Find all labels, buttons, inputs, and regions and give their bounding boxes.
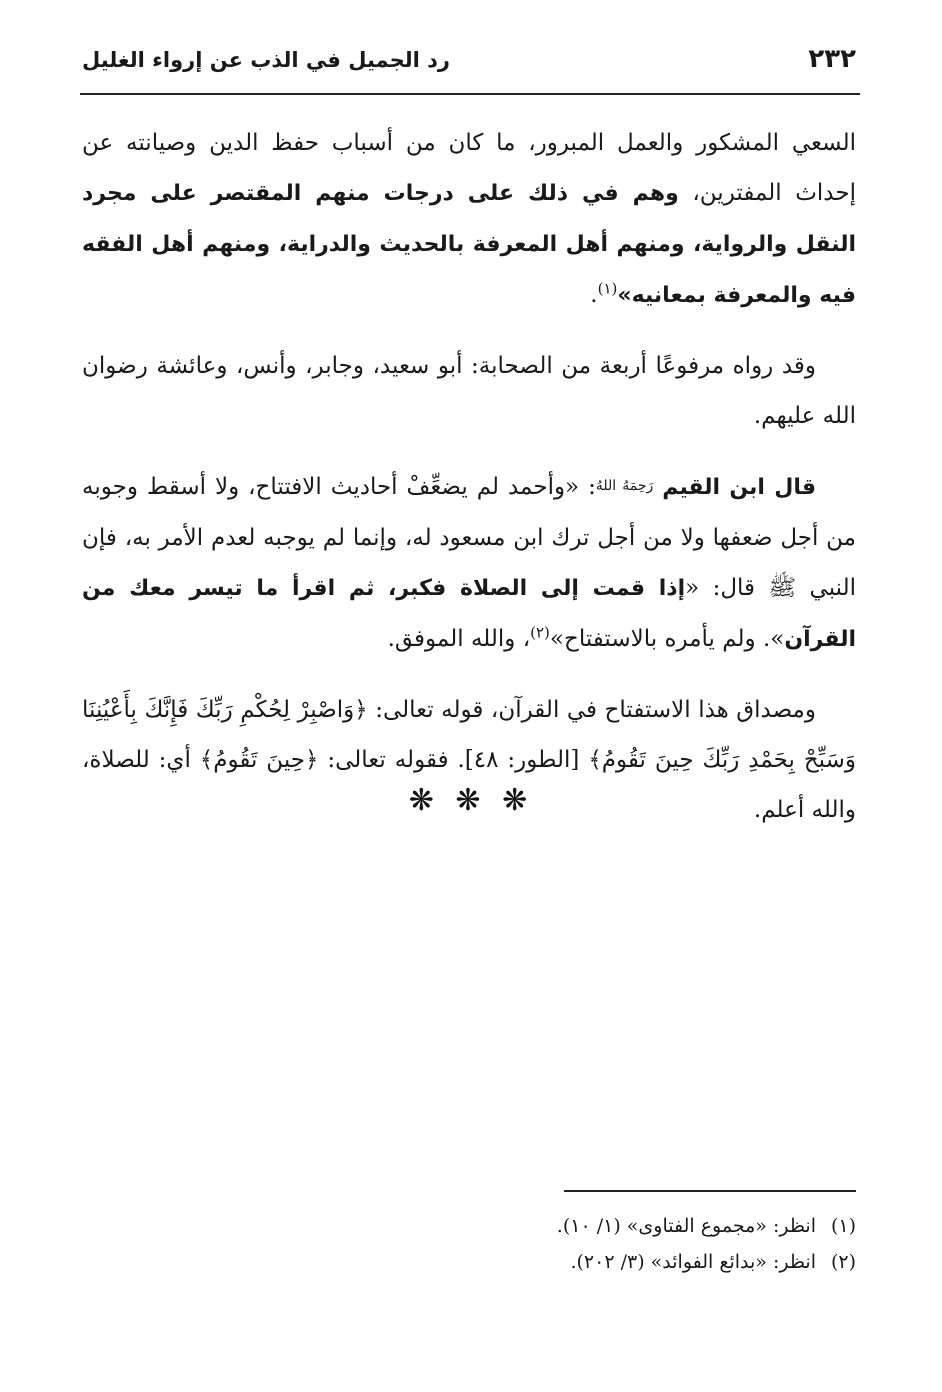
paragraph-1 [82, 118, 856, 321]
footnote-text: انظر: «بدائع الفوائد» (٣/ ٢٠٢). [570, 1251, 816, 1273]
section-divider: ❋ ❋ ❋ [408, 783, 534, 818]
header-rule [80, 93, 860, 95]
quote-part-b: قال: « [685, 575, 769, 601]
footnote-number: (٢) [830, 1251, 856, 1273]
quote-part-a: : «وأحمد لم يضعِّفْ أحاديث الافتتاح، ولا أسقط وجوبه من أجل ضعفها ولا من أجل ترك ابن مسعود له، وإنما لم يوجبه لعدم الأمر به، فإن النبي [82, 474, 857, 601]
speaker-name: قال ابن القيم [662, 475, 817, 500]
footnote-2 [82, 1244, 856, 1280]
hadith-text: إذا قمت إلى الصلاة فكبر، ثم اقرأ ما تيسر معك من القرآن [82, 576, 856, 652]
book-title: رد الجميل في الذب عن إرواء الغليل [82, 48, 451, 72]
footnote-rule [564, 1190, 856, 1192]
footnotes [82, 1208, 856, 1280]
honorific: رَحِمَهُ اللهُ [595, 478, 654, 494]
paragraph-4: ومصداق هذا الاستفتاح في القرآن، قوله تعالى: ﴿وَاصْبِرْ لِحُكْمِ رَبِّكَ فَإِنَّكَ بِأَعْيُنِنَا وَسَبِّحْ بِحَمْدِ رَبِّكَ حِينَ تَقُومُ﴾ [الطور: ٤٨]. فقوله تعالى: ﴿حِينَ تَقُومُ﴾ أي: للصلاة، والله أعلم. [82, 697, 856, 823]
page-number: ٢٣٢ [808, 44, 856, 74]
running-header [82, 44, 856, 84]
footnote-text: انظر: «مجموع الفتاوى» (١/ ١٠). [556, 1215, 816, 1237]
footnote-ref-2[interactable]: (٢) [530, 623, 550, 642]
main-text [82, 118, 856, 855]
footnote-ref-1[interactable]: (١) [597, 279, 618, 298]
quote-part-c: ». ولم يأمره بالاستفتاح» [549, 626, 785, 652]
paragraph-1-plain: السعي المشكور والعمل المبرور، ما كان من أسباب حفظ الدين وصيانته عن إحداث المفترين، [82, 130, 856, 206]
footnote-number: (١) [830, 1215, 856, 1237]
salutation-glyph: ﷺ [768, 575, 797, 601]
paragraph-3-end: ، والله الموفق. [387, 626, 531, 652]
footnote-1 [82, 1208, 856, 1244]
paragraph-2: وقد رواه مرفوعًا أربعة من الصحابة: أبو سعيد، وجابر، وأنس، وعائشة رضوان الله عليهم. [82, 353, 856, 429]
paragraph-3 [82, 461, 856, 665]
paragraph-1-bold: وهم في ذلك على درجات منهم المقتصر على مجرد النقل والرواية، ومنهم أهل المعرفة بالحديث والدراية، ومنهم أهل الفقه فيه والمعرفة بمعانيه» [82, 181, 856, 308]
paragraph-1-end: . [590, 282, 598, 308]
